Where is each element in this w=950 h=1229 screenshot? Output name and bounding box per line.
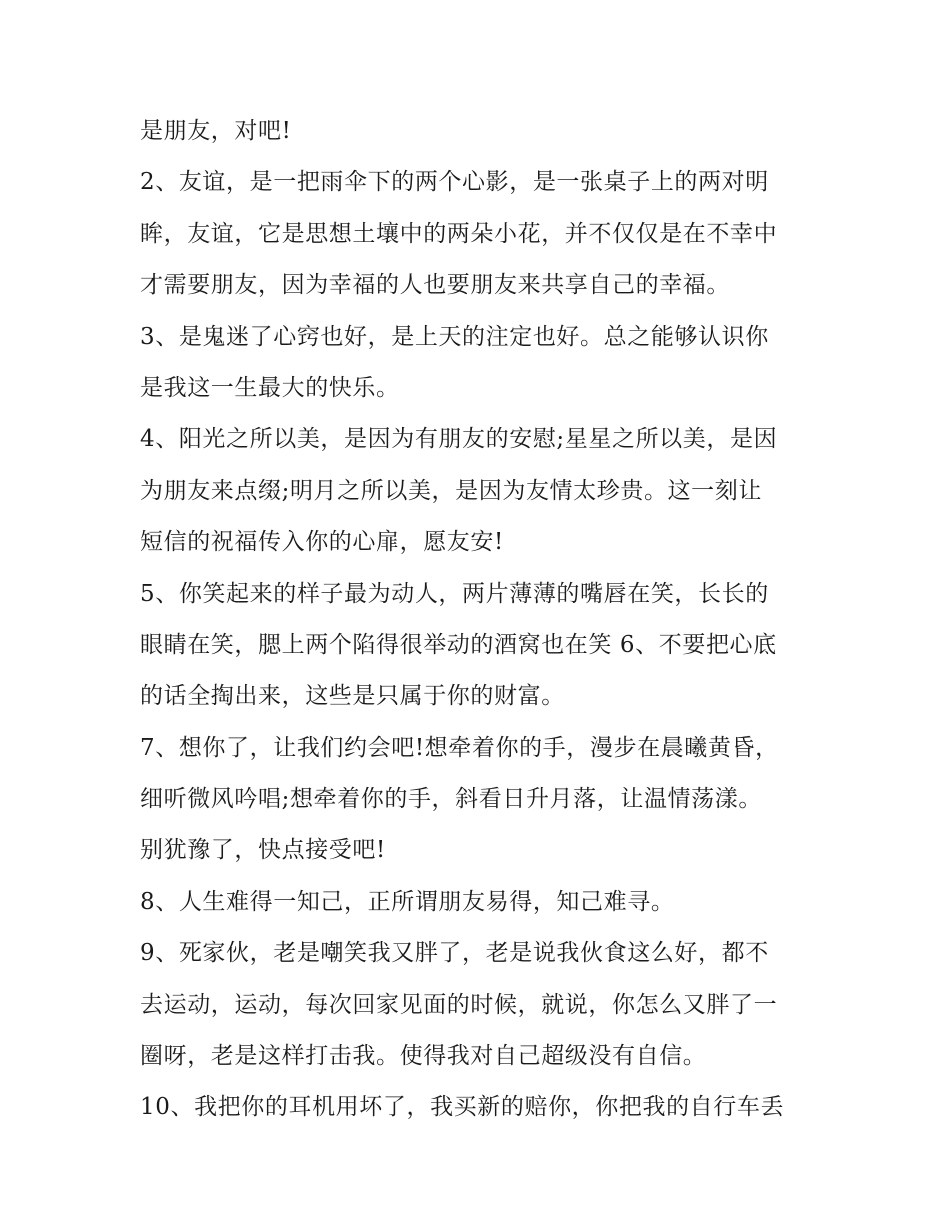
text-line: 8、人生难得一知己，正所谓朋友易得，知己难寻。	[140, 888, 675, 915]
text-line: 是朋友，对吧!	[140, 118, 292, 144]
text-line: 圈呀，老是这样打击我。使得我对自己超级没有自信。	[140, 1043, 707, 1070]
text-line: 7、想你了，让我们约会吧!想牵着你的手，漫步在晨曦黄昏，	[140, 734, 779, 761]
text-line: 眸，友谊，它是思想土壤中的两朵小花，并不仅仅是在不幸中	[140, 220, 778, 247]
text-line: 短信的祝福传入你的心扉，愿友安!	[140, 529, 504, 556]
text-line: 为朋友来点缀;明月之所以美，是因为友情太珍贵。这一刻让	[140, 477, 762, 504]
text-line: 5、你笑起来的样子最为动人，两片薄薄的嘴唇在笑，长长的	[140, 580, 769, 607]
text-line: 去运动，运动，每次回家见面的时候，就说，你怎么又胖了一	[140, 991, 778, 1018]
text-line: 3、是鬼迷了心窍也好，是上天的注定也好。总之能够认识你	[140, 323, 769, 350]
text-line: 眼睛在笑，腮上两个陷得很举动的酒窝也在笑 6、不要把心底	[140, 631, 777, 658]
text-line: 4、阳光之所以美，是因为有朋友的安慰;星星之所以美，是因	[140, 426, 778, 453]
text-line: 细听微风吟唱;想牵着你的手，斜看日升月落，让温情荡漾。	[140, 786, 762, 813]
text-line: 9、死家伙，老是嘲笑我又胖了，老是说我伙食这么好，都不	[140, 940, 769, 967]
text-line: 的话全掏出来，这些是只属于你的财富。	[140, 683, 565, 710]
text-line: 10、我把你的耳机用坏了，我买新的赔你，你把我的自行车丢	[140, 1094, 785, 1121]
text-line: 才需要朋友，因为幸福的人也要朋友来共享自己的幸福。	[140, 272, 730, 299]
document-body	[140, 106, 820, 1134]
text-line: 别犹豫了，快点接受吧!	[140, 837, 386, 864]
text-line: 是我这一生最大的快乐。	[140, 374, 400, 401]
text-line: 2、友谊，是一把雨伞下的两个心影，是一张桌子上的两对明	[140, 169, 769, 196]
